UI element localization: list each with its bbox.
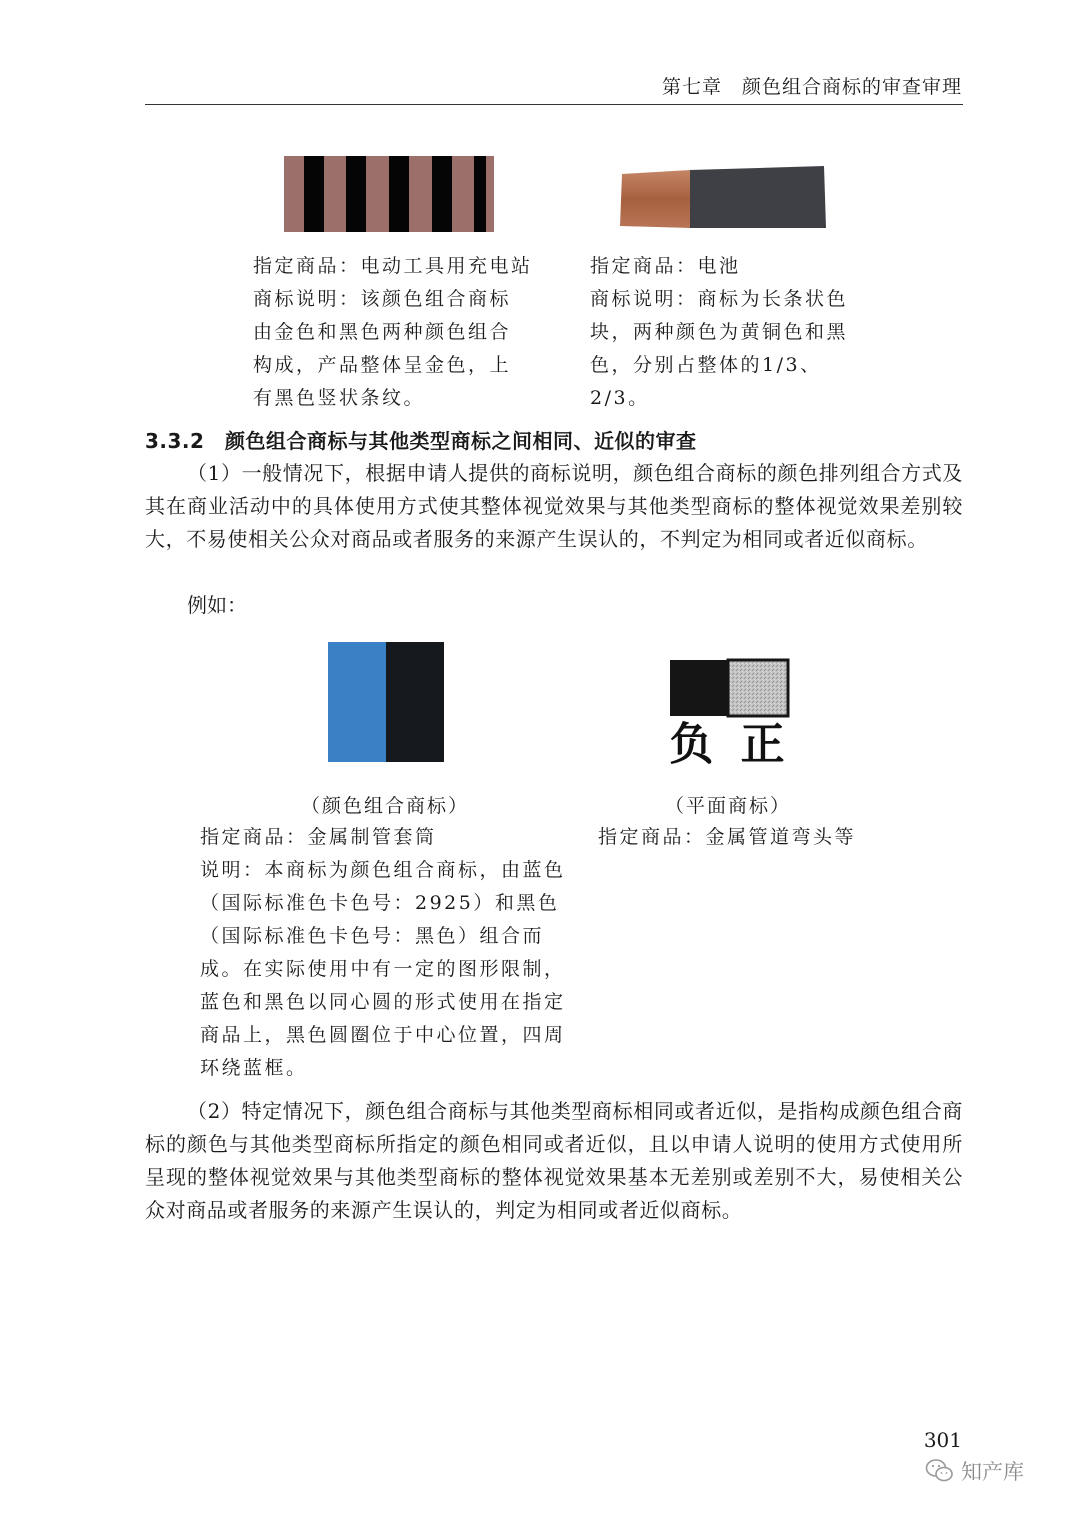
- copper-segment: [620, 170, 690, 228]
- striped-trademark-image: [284, 156, 494, 232]
- black-stripe: [389, 156, 409, 232]
- caption-line: 有黑色竖状条纹。: [253, 387, 426, 409]
- figure1-caption: [253, 250, 543, 415]
- caption-line: 指定商品：电动工具用充电站: [253, 255, 533, 277]
- color-combination-label: （颜色组合商标）: [300, 795, 469, 817]
- dark-segment: [690, 166, 826, 228]
- example-left-caption: [200, 821, 580, 1085]
- blue-black-trademark-image: [328, 642, 444, 762]
- caption-line: （国际标准色卡色号：黑色）组合而: [200, 925, 545, 947]
- caption-line: 块，两种颜色为黄铜色和黑: [590, 321, 849, 343]
- caption-line: 商标说明：商标为长条状色: [590, 288, 849, 310]
- caption-line: （国际标准色卡色号：2925）和黑色: [200, 892, 560, 914]
- caption-line: 说明：本商标为颜色组合商标，由蓝色: [200, 859, 566, 881]
- caption-line: 环绕蓝框。: [200, 1057, 308, 1079]
- black-stripe: [346, 156, 366, 232]
- black-block: [386, 642, 444, 762]
- header-divider: [145, 104, 963, 105]
- page-number: 301: [923, 1428, 962, 1452]
- blue-block: [328, 642, 386, 762]
- caption-line: 指定商品：金属制管套筒: [200, 826, 437, 848]
- watermark: [925, 1456, 1024, 1486]
- flat-trademark-label: （平面商标）: [664, 795, 791, 817]
- black-stripe: [432, 156, 452, 232]
- section-heading: 3.3.2 颜色组合商标与其他类型商标之间相同、近似的审查: [145, 429, 697, 453]
- battery-bar-trademark-image: [618, 164, 828, 232]
- example-label: 例如：: [187, 593, 247, 617]
- paragraph-2: （2）特定情况下，颜色组合商标与其他类型商标相同或者近似，是指构成颜色组合商标的颜色与其他类型商标所指定的颜色相同或者近似，且以申请人说明的使用方式使用所呈现的整体视觉效果与其他类型商标的整体视觉效果基本无差别或差别不大，易使相关公众对商品或者服务的来源产生误认的，判定为相同或者近似商标。: [145, 1099, 963, 1222]
- caption-line: 色，分别占整体的1/3、2/3。: [590, 354, 822, 409]
- wechat-icon: [925, 1458, 955, 1484]
- black-stripe: [474, 156, 486, 232]
- caption-line: 商品上，黑色圆圈位于中心位置，四周: [200, 1024, 566, 1046]
- running-header: 第七章 颜色组合商标的审查审理: [661, 76, 962, 98]
- watermark-text: 知产库: [961, 1460, 1024, 1484]
- figure2-caption: [590, 250, 880, 415]
- caption-line: 指定商品：金属管道弯头等: [598, 826, 857, 848]
- caption-line: 由金色和黑色两种颜色组合: [253, 321, 512, 343]
- caption-line: 成。在实际使用中有一定的图形限制，: [200, 958, 566, 980]
- example-right-caption: [598, 821, 898, 854]
- caption-line: 蓝色和黑色以同心圆的形式使用在指定: [200, 991, 566, 1013]
- caption-line: 指定商品：电池: [590, 255, 741, 277]
- caption-line: 构成，产品整体呈金色，上: [253, 354, 512, 376]
- trademark-mark-text: 负 正: [669, 719, 791, 770]
- black-stripe: [304, 156, 324, 232]
- paragraph-1: （1）一般情况下，根据申请人提供的商标说明，颜色组合商标的颜色排列组合方式及其在商业活动中的具体使用方式使其整体视觉效果与其他类型商标的整体视觉效果差别较大，不易使相关公众对商品或者服务的来源产生误认的，不判定为相同或者近似商标。: [145, 461, 963, 551]
- caption-line: 商标说明：该颜色组合商标: [253, 288, 512, 310]
